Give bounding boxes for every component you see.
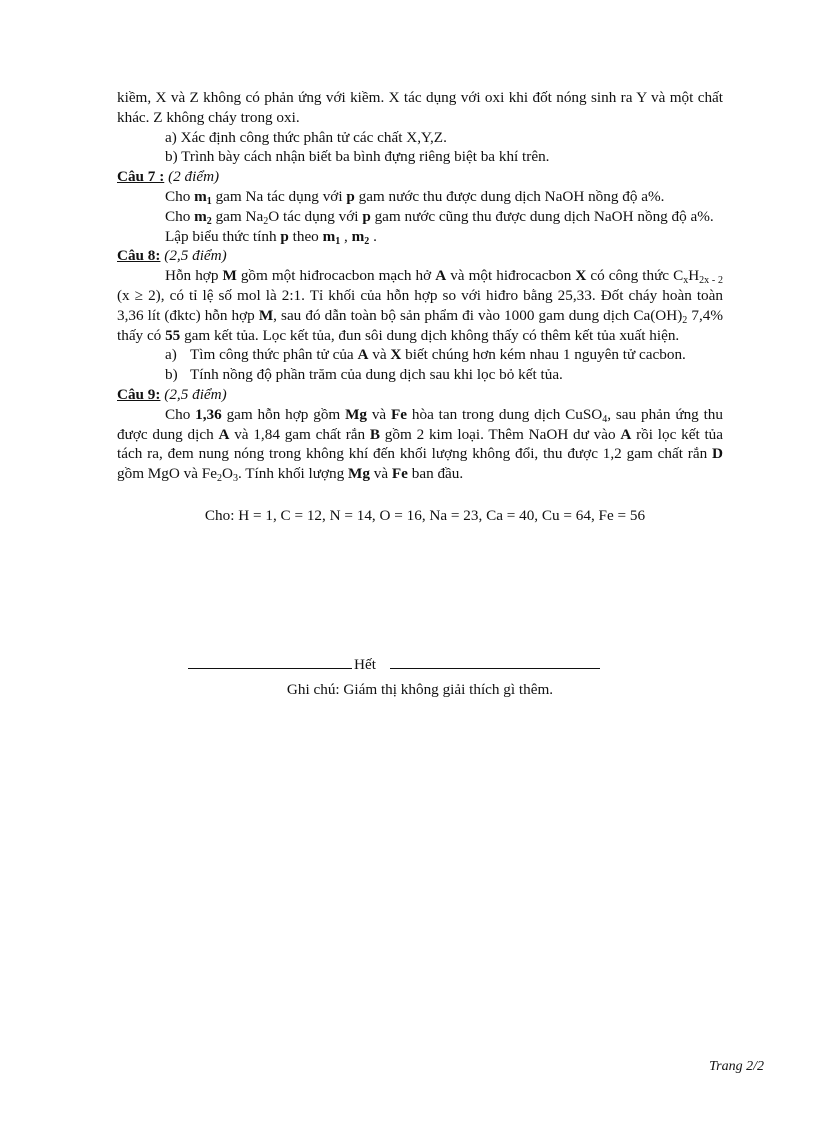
question-8-subitems bbox=[117, 345, 723, 385]
question-7-paragraph-3: Lập biểu thức tính p theo $m_1$ , $m_2$ . bbox=[165, 227, 377, 247]
question-8-item-a: a) Tìm công thức phân tử của A và X biết chúng hơn kém nhau 1 nguyên tử cacbon. bbox=[165, 346, 686, 364]
end-rule-right bbox=[390, 668, 600, 669]
question-7-points: (2 điểm) bbox=[168, 168, 220, 186]
question-7-header bbox=[117, 167, 723, 187]
question-9-title: Câu 9: bbox=[117, 385, 161, 403]
end-word: Hết bbox=[354, 656, 376, 673]
proctor-note: Ghi chú: Giám thị không giải thích gì thêm. bbox=[286, 681, 554, 698]
end-marker bbox=[188, 655, 600, 675]
end-rule-left bbox=[188, 668, 352, 669]
intro-paragraph: kiềm, X và Z không có phản ứng với kiềm. X tác dụng với oxi khi đốt nóng sinh ra Y và một chất khác. Z không cháy trong oxi. bbox=[117, 89, 723, 126]
page-number: Trang 2/2 bbox=[709, 1059, 764, 1074]
question-8-points: (2,5 điểm) bbox=[164, 247, 227, 265]
question-8-paragraph: Hỗn hợp M gồm một hiđrocacbon mạch hở A và một hiđrocacbon X có công thức $C_xH_{2x - 2}$ (x ≥ 2), có tỉ lệ số mol là 2:1. Tỉ khối của hỗn hợp so với hiđro bằng 25,33. Đốt cháy hoàn toàn 3,36 lít (đktc) hỗn hợp M, sau đó dẫn toàn bộ sản phẩm đi vào 1000 gam dung dịch $Ca(OH)_2$ 7,4% thấy có 55 gam kết tủa. Lọc kết tủa, đun sôi dung dịch không thấy có thêm kết tủa xuất hiện. bbox=[117, 267, 723, 344]
intro-item-b: b) Trình bày cách nhận biết ba bình đựng riêng biệt ba khí trên. bbox=[165, 148, 550, 166]
question-8-item-b: b) Tính nồng độ phần trăm của dung dịch sau khi lọc bỏ kết tủa. bbox=[165, 366, 563, 384]
atomic-masses-line: Cho: H = 1, C = 12, N = 14, O = 16, Na = 23, Ca = 40, Cu = 64, Fe = 56 bbox=[204, 506, 646, 524]
exam-page-body bbox=[117, 88, 723, 541]
question-9-paragraph: Cho 1,36 gam hỗn hợp gồm Mg và Fe hòa tan trong dung dịch CuSO$_4$, sau phản ứng thu được dung dịch A và 1,84 gam chất rắn B gồm 2 kim loại. Thêm NaOH dư vào A rồi lọc kết tủa tách ra, đem nung nóng trong không khí đến khối lượng không đổi, thu được 1,2 gam chất rắn D gồm MgO và $Fe_2O_3$. Tính khối lượng Mg và Fe ban đầu. bbox=[117, 405, 723, 485]
question-9-header bbox=[117, 385, 723, 405]
question-7-title: Câu 7 : bbox=[117, 168, 165, 186]
question-8-header bbox=[117, 246, 723, 266]
question-9-points: (2,5 điểm) bbox=[164, 385, 227, 403]
question-8-title: Câu 8: bbox=[117, 247, 161, 265]
question-7-paragraph-1: Cho $m_1$ gam Na tác dụng với p gam nước thu được dung dịch NaOH nồng độ a%. bbox=[165, 187, 665, 207]
question-7-paragraph-2: Cho $m_2$ gam $Na_2O$ tác dụng với p gam nước cũng thu được dung dịch NaOH nồng độ a%. bbox=[165, 207, 714, 227]
intro-item-a: a) Xác định công thức phân tử các chất X,Y,Z. bbox=[165, 128, 447, 146]
